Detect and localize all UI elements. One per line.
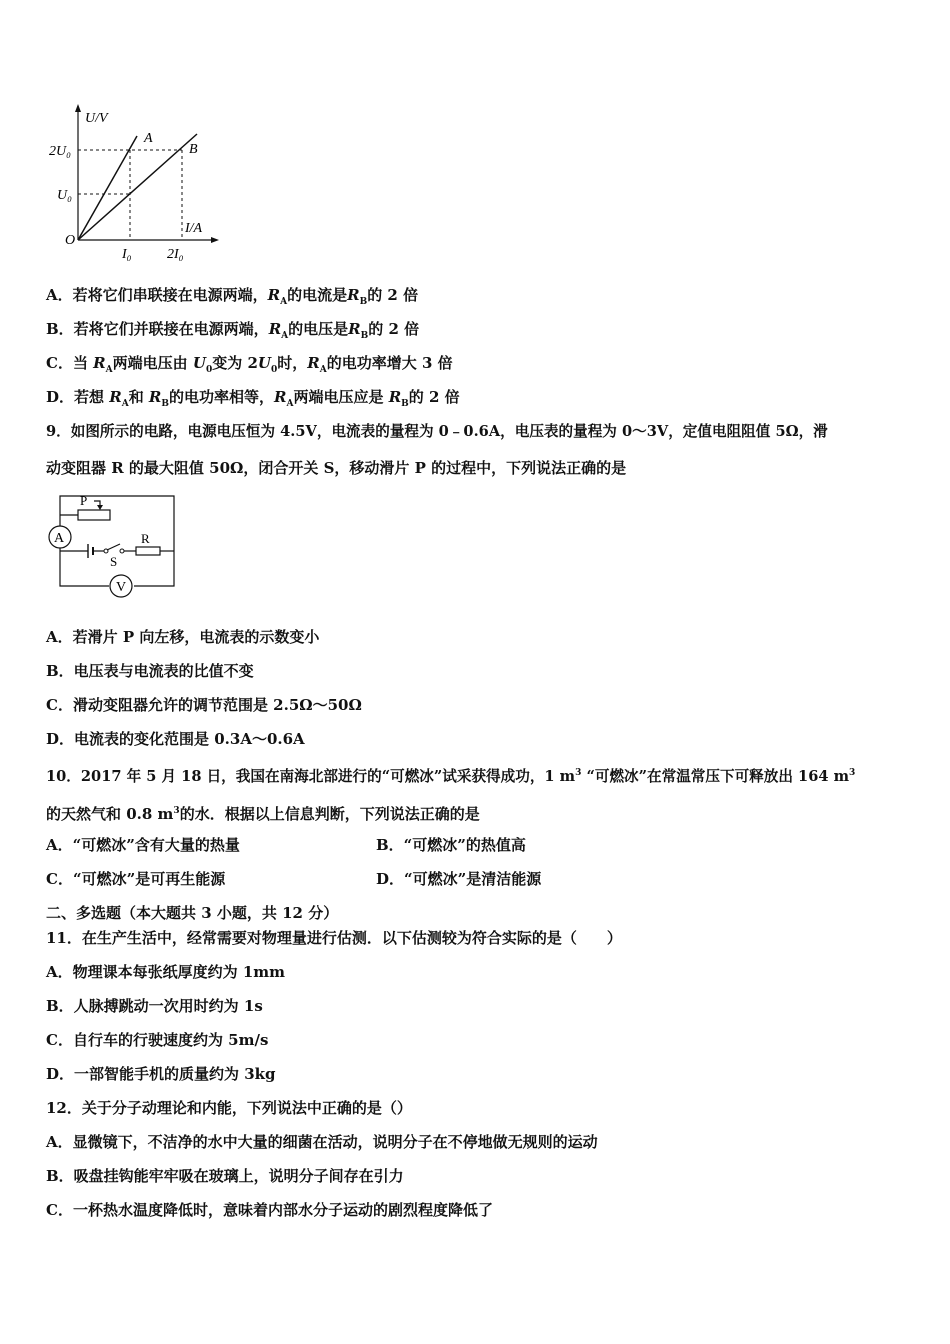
circuit-diagram	[44, 493, 184, 603]
line-a-label: A	[144, 131, 153, 146]
x-tick-i0: I₀	[122, 247, 132, 262]
q9-stem-line1: 9．如图所示的电路，电源电压恒为 4.5V，电流表的量程为 0﹣0.6A，电压表的量程为 0～3V，定值电阻阻值 5Ω，滑	[46, 423, 828, 440]
q9-stem-line2: 动变阻器 R 的最大阻值 50Ω，闭合开关 S，移动滑片 P 的过程中，下列说法正确的是	[46, 459, 627, 477]
line-a	[78, 136, 137, 240]
line-b-label: B	[189, 142, 198, 157]
y-tick-u0: U₀	[57, 188, 72, 203]
q9-option-a: A．若滑片 P 向左移，电流表的示数变小	[46, 628, 320, 646]
q12-option-b: B．吸盘挂钩能牢牢吸在玻璃上，说明分子间存在引力	[46, 1167, 404, 1185]
q9-option-c: C．滑动变阻器允许的调节范围是 2.5Ω～50Ω	[46, 696, 362, 714]
q8-option-a: A．若将它们串联接在电源两端，$R_A$的电流是$R_B$的 2 倍	[46, 286, 419, 307]
q11-option-c: C．自行车的行驶速度约为 5m/s	[46, 1031, 269, 1049]
x-tick-2i0: 2I₀	[167, 247, 184, 262]
q8-option-d: D．若想 $R_A$和 $R_B$的电功率相等，$R_A$两端电压应是 $R_B$的 2 倍	[46, 388, 460, 409]
q11-stem: 11．在生产生活中，经常需要对物理量进行估测．以下估测较为符合实际的是（ ）	[46, 929, 622, 947]
q10-stem-line1: 10．2017 年 5 月 18 日，我国在南海北部进行的“可燃冰”试采获得成功，1 $m^3$ “可燃冰”在常温常压下可释放出 164 $m^3$	[46, 767, 856, 785]
q10-option-d: D．“可燃冰”是清洁能源	[376, 870, 542, 888]
section-heading: 二、多选题（本大题共 3 小题，共 12 分）	[46, 904, 339, 922]
q10-option-a: A．“可燃冰”含有大量的热量	[46, 836, 240, 854]
x-axis-arrow	[211, 237, 219, 243]
origin-label: O	[65, 233, 76, 248]
line-b	[78, 134, 197, 240]
q11-option-a: A．物理课本每张纸厚度约为 1mm	[46, 963, 286, 981]
wire-bottom-left	[60, 548, 109, 586]
q10-option-b: B．“可燃冰”的热值高	[376, 836, 526, 854]
slider-arrow-icon	[97, 505, 103, 510]
q8-option-c: C．当 $R_A$两端电压由 $U_0$变为 $2U_0$时，$R_A$的电功率增大 3 倍	[46, 354, 453, 375]
q10-stem-line2: 的天然气和 0.8 $m^3$的水．根据以上信息判断，下列说法正确的是	[46, 805, 480, 823]
y-tick-2u0: 2U₀	[49, 144, 71, 159]
q9-option-b: B．电压表与电流表的比值不变	[46, 662, 254, 680]
voltmeter-label: V	[116, 580, 127, 595]
q8-option-b: B．若将它们并联接在电源两端，$R_A$的电压是$R_B$的 2 倍	[46, 320, 420, 341]
ui-graph	[45, 98, 225, 268]
q11-option-b: B．人脉搏跳动一次用时约为 1s	[46, 997, 263, 1015]
q12-option-c: C．一杯热水温度降低时，意味着内部水分子运动的剧烈程度降低了	[46, 1201, 493, 1219]
q11-option-d: D．一部智能手机的质量约为 3kg	[46, 1065, 276, 1083]
x-axis-label: I/A	[185, 221, 203, 236]
switch-blade	[107, 544, 120, 550]
y-axis-arrow	[75, 104, 81, 112]
ammeter-label: A	[54, 531, 65, 546]
switch-contact	[120, 549, 124, 553]
switch-label: S	[110, 554, 118, 569]
wire-top	[60, 496, 174, 586]
q12-stem: 12．关于分子动理论和内能，下列说法中正确的是（）	[46, 1099, 412, 1117]
q9-option-d: D．电流表的变化范围是 0.3A～0.6A	[46, 730, 305, 748]
resistor-label: R	[141, 531, 150, 546]
q12-option-a: A．显微镜下，不洁净的水中大量的细菌在活动，说明分子在不停地做无规则的运动	[46, 1133, 598, 1151]
resistor-icon	[136, 547, 160, 555]
rheostat-icon	[78, 510, 110, 520]
y-axis-label: U/V	[85, 111, 108, 126]
slider-label: P	[80, 493, 88, 508]
q10-option-c: C．“可燃冰”是可再生能源	[46, 870, 226, 888]
